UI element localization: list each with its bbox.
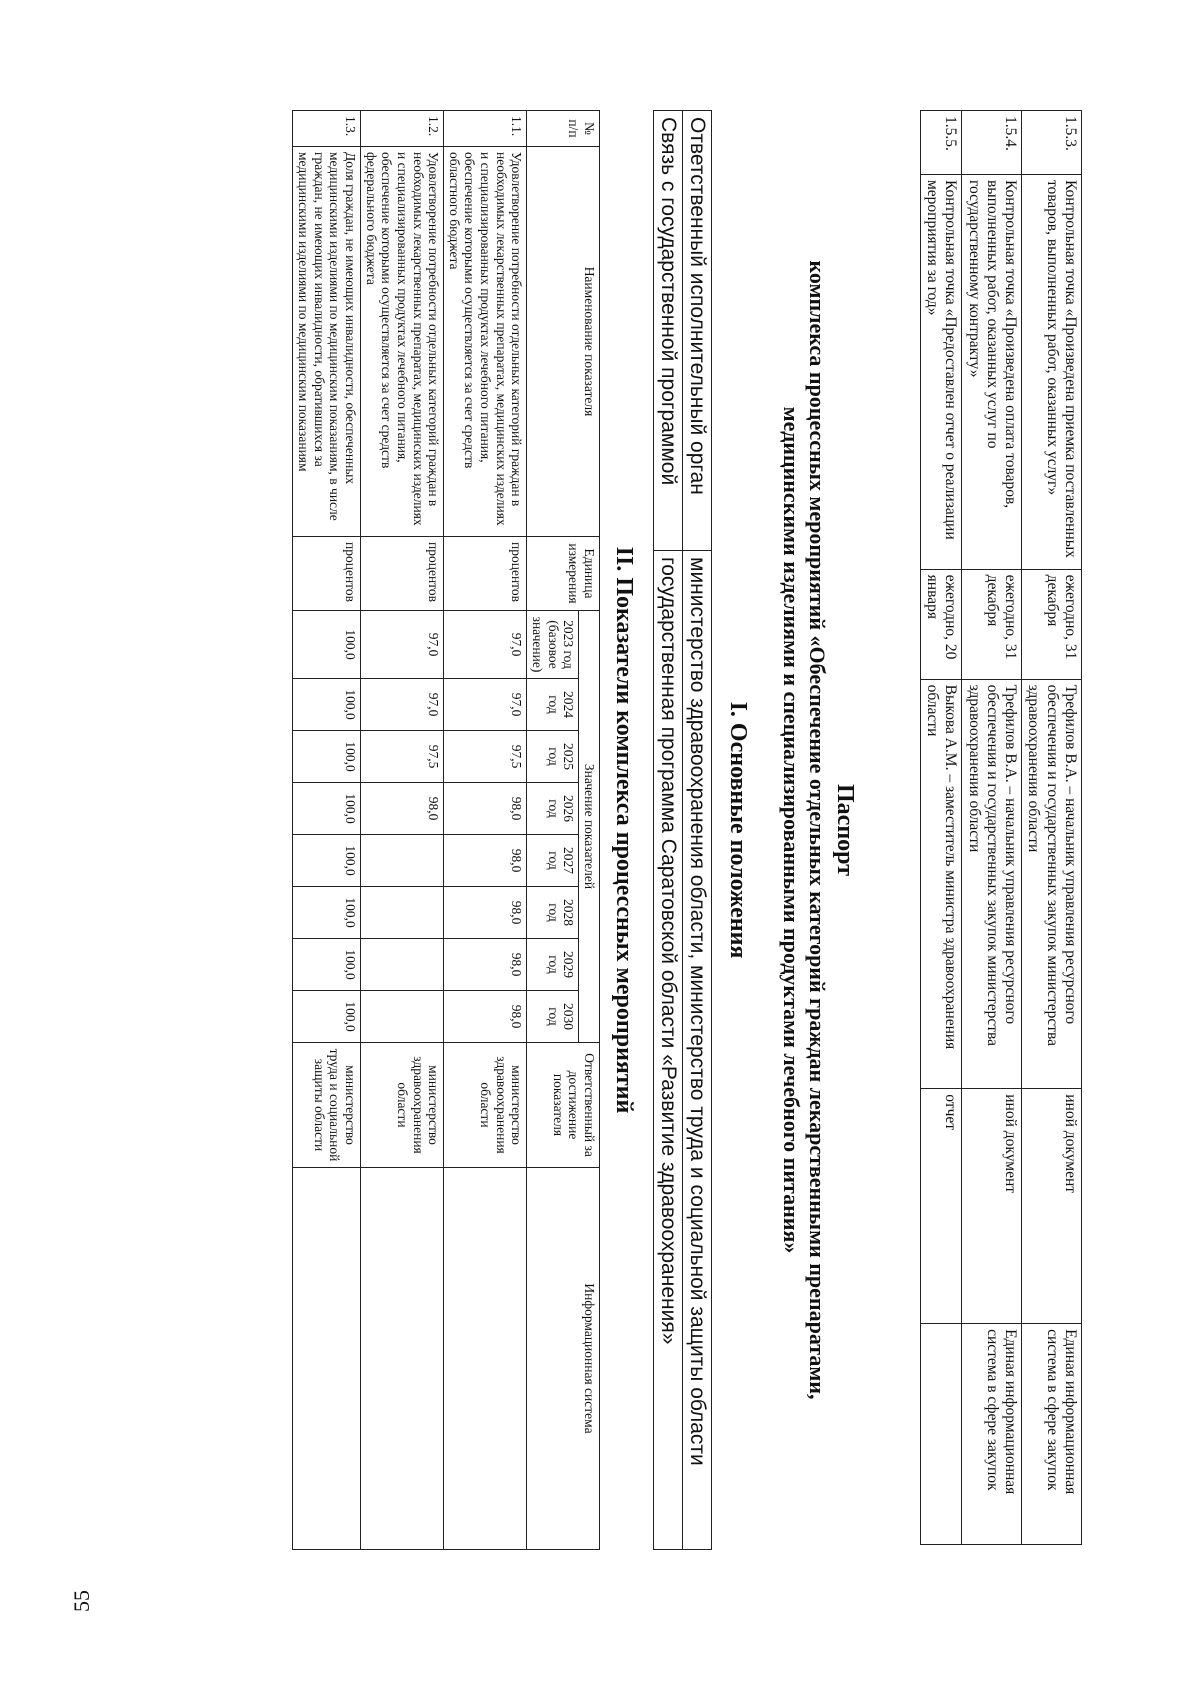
row-name: Контрольная точка «Произведена приемка поставленных товаров, выполненных работ, оказанных услуг»	[1022, 174, 1082, 569]
subtitle-line-1: комплекса процессных мероприятий «Обеспечение отдельных категорий граждан лекарственными препаратами,	[805, 260, 831, 1400]
row-value: государственная программа Саратовской области «Развитие здравоохранения»	[654, 551, 683, 1550]
header-year: 2026 год	[527, 783, 579, 835]
section-2-title: II. Показатели комплекса процессных мероприятий	[611, 546, 638, 1114]
header-year: 2023 год (базовое значение)	[527, 611, 579, 679]
row-no: 1.5.3.	[1022, 111, 1082, 175]
header-year: 2028 год	[527, 887, 579, 939]
table-row	[654, 111, 683, 1550]
row-unit: процентов	[293, 537, 361, 611]
table-row	[683, 111, 712, 1550]
header-year: 2027 год	[527, 835, 579, 887]
row-unit: процентов	[360, 537, 443, 611]
row-system	[360, 1168, 443, 1550]
row-doc: иной документ	[1022, 1089, 1082, 1324]
row-value: 97,0	[444, 611, 527, 679]
row-value: 97,5	[444, 731, 527, 783]
row-value: 97,5	[360, 731, 443, 783]
header-unit: Единица измерения	[527, 537, 600, 611]
row-value: 98,0	[360, 783, 443, 835]
header-year: 2029 год	[527, 939, 579, 991]
row-period: ежегодно, 20 января	[920, 569, 962, 679]
header-no: № п/п	[527, 111, 600, 147]
row-system	[920, 1324, 962, 1545]
table-row	[962, 111, 1022, 1545]
row-value: 100,0	[293, 991, 361, 1043]
row-name: Контрольная точка «Предоставлен отчет о реализации мероприятия за год»	[920, 174, 962, 569]
header-year: 2024 год	[527, 679, 579, 731]
row-name: Удовлетворение потребности отдельных категорий граждан в необходимых лекарственных препаратах, медицинских изделиях и специализированных продуктах лечебного питания, обеспечение которыми осуществляется за счет средств областного бюджета	[444, 147, 527, 537]
row-value: 100,0	[293, 783, 361, 835]
table-row	[920, 111, 962, 1545]
row-no: 1.1.	[444, 111, 527, 147]
row-value: 98,0	[444, 835, 527, 887]
header-year: 2030 год	[527, 991, 579, 1043]
document-subtitle	[777, 110, 830, 1550]
row-value: 100,0	[293, 611, 361, 679]
row-responsible: министерство труда и социальной защиты области	[293, 1043, 361, 1168]
header-responsible: Ответственный за достижение показателя	[527, 1043, 600, 1168]
row-no: 1.5.4.	[962, 111, 1022, 175]
row-name: Доля граждан, не имеющих инвалидности, обеспеченных медицинскими изделиями по медицинским показаниям, в числе граждан, не имеющих инвалидности, обратившихся за медицинскими изделиями по медицинским показаниям	[293, 147, 361, 537]
row-period: ежегодно, 31 декабря	[962, 569, 1022, 679]
control-points-table	[920, 110, 1082, 1545]
row-label: Ответственный исполнительный орган	[683, 111, 712, 551]
page-number: 55	[69, 1590, 94, 1612]
row-value: 98,0	[444, 991, 527, 1043]
basic-provisions-table	[653, 110, 712, 1550]
row-system: Единая информационная система в сфере закупок	[962, 1324, 1022, 1545]
table-row	[1022, 111, 1082, 1545]
header-values-group: Значение показателей	[579, 611, 600, 1043]
row-no: 1.2.	[360, 111, 443, 147]
row-label: Связь с государственной программой	[654, 111, 683, 551]
section-1-title: I. Основные положения	[725, 701, 752, 959]
header-row	[579, 111, 600, 1550]
row-responsible: Выкова А.М. – заместитель министра здравоохранения области	[920, 679, 962, 1089]
row-no: 1.5.5.	[920, 111, 962, 175]
row-value: 100,0	[293, 679, 361, 731]
row-name: Контрольная точка «Произведена оплата товаров, выполненных работ, оказанных услуг по государственному контракту»	[962, 174, 1022, 569]
row-period: ежегодно, 31 декабря	[1022, 569, 1082, 679]
row-value: министерство здравоохранения области, министерство труда и социальной защиты области	[683, 551, 712, 1550]
row-value: 98,0	[444, 887, 527, 939]
table-row	[360, 111, 443, 1550]
row-value	[360, 835, 443, 887]
row-value: 97,0	[360, 611, 443, 679]
row-value: 98,0	[444, 783, 527, 835]
row-value	[360, 939, 443, 991]
header-year: 2025 год	[527, 731, 579, 783]
row-value: 100,0	[293, 887, 361, 939]
row-value: 98,0	[444, 939, 527, 991]
document-title: Паспорт	[831, 784, 858, 876]
page-content	[292, 110, 1082, 1550]
row-unit: процентов	[444, 537, 527, 611]
row-value: 97,0	[444, 679, 527, 731]
row-no: 1.3.	[293, 111, 361, 147]
row-system	[444, 1168, 527, 1550]
subtitle-line-2: медицинскими изделиями и специализированными продуктами лечебного питания»	[778, 406, 804, 1254]
table-row	[444, 111, 527, 1550]
row-responsible: Трефилов В.А. – начальник управления ресурсного обеспечения и государственных закупок министерства здравоохранения области	[962, 679, 1022, 1089]
indicators-table	[292, 110, 600, 1550]
row-value: 100,0	[293, 835, 361, 887]
row-system: Единая информационная система в сфере закупок	[1022, 1324, 1082, 1545]
row-system	[293, 1168, 361, 1550]
table-row	[293, 111, 361, 1550]
row-value: 97,0	[360, 679, 443, 731]
row-doc: иной документ	[962, 1089, 1022, 1324]
row-responsible: министерство здравоохранения области	[360, 1043, 443, 1168]
header-name: Наименование показателя	[527, 147, 600, 537]
row-value	[360, 887, 443, 939]
row-doc: отчет	[920, 1089, 962, 1324]
row-responsible: министерство здравоохранения области	[444, 1043, 527, 1168]
row-responsible: Трефилов В.А. – начальник управления ресурсного обеспечения и государственных закупок министерства здравоохранения области	[1022, 679, 1082, 1089]
row-value: 100,0	[293, 731, 361, 783]
header-system: Информационная система	[527, 1168, 600, 1550]
row-name: Удовлетворение потребности отдельных категорий граждан в необходимых лекарственных препаратах, медицинских изделиях и специализированных продуктах лечебного питания, обеспечение которыми осуществляется за счет средств федерального бюджета	[360, 147, 443, 537]
row-value: 100,0	[293, 939, 361, 991]
row-value	[360, 991, 443, 1043]
